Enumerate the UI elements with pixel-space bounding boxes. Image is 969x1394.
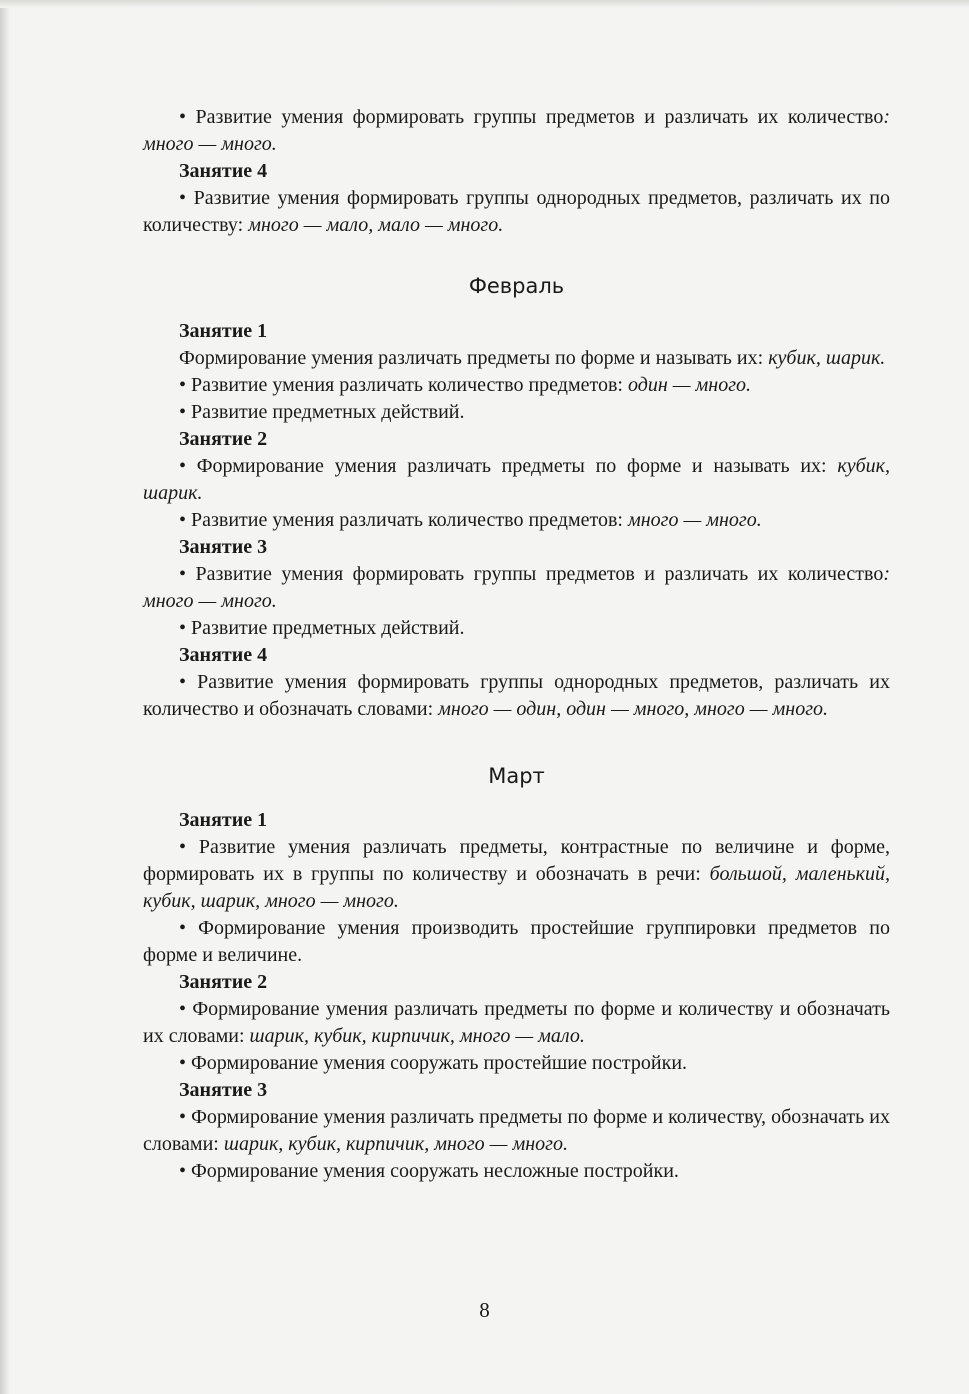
paragraph: • Формирование умения производить простейшие группировки предметов по форме и величине. <box>143 917 890 966</box>
month-heading-february: Февраль <box>468 274 565 298</box>
paragraph: • Развитие умения формировать группы однородных предметов, различать их по количеству: много — мало, мало — много. <box>143 187 890 236</box>
page-top-shadow <box>0 0 969 8</box>
paragraph: • Развитие умения формировать группы предметов и различать их количество: много — много. <box>143 563 890 612</box>
page-content <box>143 104 890 1185</box>
paragraph: • Формирование умения сооружать простейшие постройки. <box>179 1052 688 1074</box>
page-number: 8 <box>479 1298 490 1322</box>
paragraph: Формирование умения различать предметы по форме и называть их: кубик, шарик. <box>179 347 886 369</box>
lesson-heading: Занятие 1 <box>179 320 268 342</box>
paragraph: • Развитие умения различать предметы, контрастные по величине и форме, формировать их в группы по количеству и обозначать в речи: большой, маленький, кубик, шарик, много — много. <box>143 836 890 912</box>
paragraph: • Формирование умения различать предметы по форме и количеству, обозначать их словами: шарик, кубик, кирпичик, много — много. <box>143 1106 890 1155</box>
paragraph: • Развитие умения формировать группы однородных предметов, различать их количество и обозначать словами: много — один, один — много, много — много. <box>143 671 890 720</box>
lesson-heading: Занятие 2 <box>179 428 268 450</box>
paragraph: • Развитие умения различать количество предметов: много — много. <box>179 509 762 531</box>
paragraph: • Развитие умения формировать группы предметов и различать их количество: много — много. <box>143 106 890 155</box>
paragraph: • Развитие предметных действий. <box>179 617 465 639</box>
lesson-heading: Занятие 3 <box>179 536 268 558</box>
paragraph: • Развитие умения различать количество предметов: один — много. <box>179 374 752 396</box>
lesson-heading: Занятие 3 <box>179 1079 268 1101</box>
paragraph: • Развитие предметных действий. <box>179 401 465 423</box>
paragraph: • Формирование умения различать предметы по форме и количеству и обозначать их словами: шарик, кубик, кирпичик, много — мало. <box>143 998 890 1047</box>
lesson-heading: Занятие 4 <box>179 160 268 182</box>
month-heading-march: Март <box>488 764 545 788</box>
page-edge-shadow <box>0 0 10 1394</box>
lesson-heading: Занятие 4 <box>179 644 268 666</box>
paragraph: • Формирование умения различать предметы по форме и называть их: кубик, шарик. <box>143 455 890 504</box>
lesson-heading: Занятие 2 <box>179 971 268 993</box>
lesson-heading: Занятие 1 <box>179 809 268 831</box>
paragraph: • Формирование умения сооружать несложные постройки. <box>179 1160 679 1182</box>
